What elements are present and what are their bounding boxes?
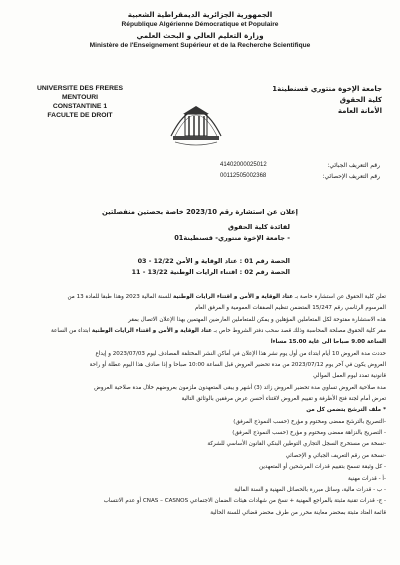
body-line: مدة صلاحية العروض تساوي مدة تحضير العروض زائد (3) أشهر و يبقى المتعهدون ملزمون بعروضهم خلال مدة صلاحية العروض — [94, 384, 386, 391]
republic-french: République Algérienne Démocratique et Populaire — [121, 21, 279, 28]
body-line: قائمة العتاد مثبتة بمحضر معاينة محرر من طرف محضر قضائي للسنة الحالية — [210, 509, 386, 516]
body-line: -أ - قدرات مهنية — [347, 475, 386, 482]
ministry-french: Ministère de l'Enseignement Supérieur et de la Recherche Scientifique — [89, 42, 311, 49]
republic-arabic: الجمهورية الجزائرية الديمقراطية الشعبية — [127, 10, 273, 19]
subject-emphasis: عتاد الوقاية و الأمن و اقتناء الرايات الوطنية — [91, 328, 212, 335]
body-line: تعرض أمام لجنة فتح الأظرفة و تقييم العروض لاقتناء أحسن عرض مرفقين بالوثائق التالية — [181, 396, 386, 403]
body-line: - التصريح بالنزاهة ممضى ومختوم و مؤرخ (حسب النموذج المرفق) — [232, 430, 386, 437]
body-line: العروض يكون في آخر يوم 2023/07/12 من مدة تحضير العروض قبل الساعة 10:00 صباحا و إذا صادف هذا اليوم عطلة أو راحة — [89, 362, 386, 369]
lot-2: الحصة رقم 02 : اقتناء الرايات الوطنية 13/22 - 11 — [131, 268, 290, 276]
body-line: - ب - قدرات مالية، وسائل مبررة بالحصائل المهنية و السنة المالية — [234, 486, 386, 493]
university-logo — [165, 92, 227, 148]
announcement-body — [14, 292, 386, 519]
body-line: مقر كلية الحقوق مصلحة المحاسبة وذلك قصد سحب دفتر الشروط خاص بـ عتاد الوقاية و الأمن و اقتناء الرايات الوطنية ابتداء من الساعة — [51, 328, 386, 335]
lot-1: الحصة رقم 01 : عتاد الوقاية و الأمن 12/22 - 03 — [137, 257, 290, 265]
university-block-french — [20, 84, 140, 120]
announcement-subtitle-university: - جامعة الإخوة منتوري- قسنطينة01 — [174, 234, 290, 242]
tax-id-row — [220, 160, 380, 171]
tax-id-value: 41402000025012 — [220, 162, 267, 168]
announcement-title: إعلان عن استشارة رقم 2023/10 خاصة بحصتين منفصلتين — [102, 208, 298, 216]
secretariat-arabic: الأمانة العامة — [337, 107, 382, 115]
body-line: - ج- قدرات تقنية مثبتة بالمراجع المهنية + نسخ من شهادات هيئات الضمان الاجتماعي CNAS – CASNOS أو عدم الانتساب — [103, 498, 386, 505]
announcement-subtitle-faculty: لفائدة كلية الحقوق — [228, 223, 290, 231]
university-city: CONSTANTINE 1 — [52, 103, 108, 110]
university-name-arabic: جامعة الإخوة منتوري قسنطينة1 — [272, 85, 382, 93]
body-line: المرسوم الرئاسي رقم 15/247 المتضمن تنظيم الصفقات العمومية و المرفق العام — [194, 305, 386, 312]
tax-id-label: رقم التعريف الجبائي: — [327, 162, 380, 169]
stat-id-value: 00112505002368 — [220, 173, 267, 179]
faculty-name: FACULTE DE DROIT — [47, 112, 113, 119]
university-name: UNIVERSITE DES FRERES MENTOURI — [36, 85, 124, 101]
university-block-arabic — [252, 84, 382, 117]
body-line: - كل وثيقة تسمح بتقييم قدرات المرشحين أو المتعهدين — [259, 464, 386, 471]
body-line: * ملف الترشح يتضمن كل من — [306, 407, 386, 414]
body-line: تعلن كلية الحقوق عن استشارة خاصة بـ عتاد الوقاية و الأمن و اقتناء الرايات الوطنية للسنة المالية 2023 وهذا طبقا للمادة 13 من — [67, 294, 386, 300]
subject-emphasis: عتاد الوقاية و الأمن و اقتناء الرايات الوطنية — [172, 294, 294, 300]
body-line: الساعة 9.00 صباحا الى غاية 15.00 مساءا — [270, 339, 386, 346]
stat-id-label: رقم التعريف الإحصائي: — [322, 173, 380, 180]
stat-id-row — [220, 171, 380, 182]
body-line: -التصريح بالترشح ممضى ومختوم و مؤرخ (حسب النموذج المرفق) — [233, 418, 386, 425]
identifiers-block — [220, 160, 380, 182]
body-line: -نسخة من رقم التعريف الجبائي و الإحصائي — [285, 452, 386, 459]
faculty-name-arabic: كلية الحقوق — [339, 96, 382, 104]
body-line: -نسخة من مستخرج السجل التجاري التوطين البنكي القانون الأساسي للشركة — [207, 441, 386, 448]
body-line: حددت مدة العروض 10 أيام ابتداء من أول يوم نشر هذا الإعلان في أماكن النشر المختلفة المصادف ليوم 2023/07/03 و إيداع — [95, 350, 386, 357]
body-line: هذه الاستشارة مفتوحة لكل المتعاملين المؤهلين و يمكن للمتعاملين العارضين المهتمين بهذا الإعلان الاتصال بمقر — [128, 316, 386, 323]
ministry-arabic: وزارة التعليم العالي و البحث العلمي — [136, 31, 264, 40]
body-line: قانونية تمدد ليوم العمل الموالي — [313, 373, 386, 380]
